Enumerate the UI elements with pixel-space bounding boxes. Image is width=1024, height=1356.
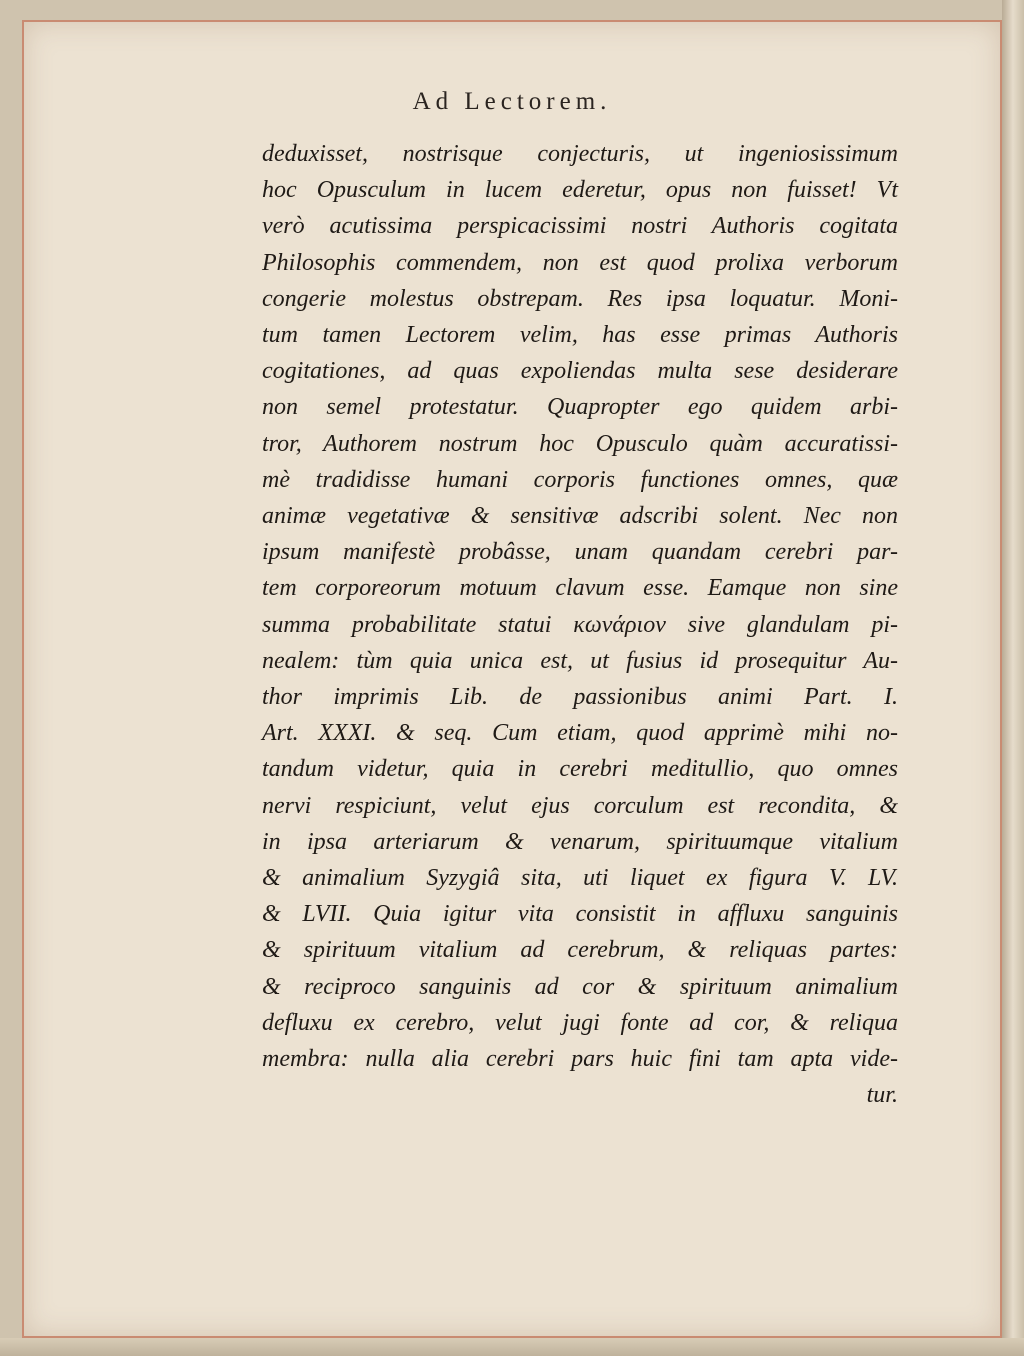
text-line: hoc Opusculum in lucem ederetur, opus non fuisset! Vt	[262, 177, 898, 204]
running-head: Ad Lectorem.	[412, 88, 612, 115]
text-line: Art. XXXI. & seq. Cum etiam, quod apprimè mihi no-	[262, 720, 898, 747]
text-line: & LVII. Quia igitur vita consistit in affluxu sanguinis	[262, 901, 898, 928]
text-line: thor imprimis Lib. de passionibus animi Part. I.	[262, 684, 898, 711]
text-line: Philosophis commendem, non est quod prolixa verborum	[262, 249, 898, 276]
text-line: tem corporeorum motuum clavum esse. Eamque non sine	[262, 575, 898, 602]
text-line: defluxu ex cerebro, velut jugi fonte ad cor, & reliqua	[262, 1009, 898, 1036]
text-line: deduxisset, nostrisque conjecturis, ut ingeniosissimum	[262, 141, 898, 167]
catchword: tur.	[866, 1082, 898, 1109]
text-line: cogitationes, ad quas expoliendas multa sese desiderare	[262, 358, 898, 385]
text-line: & reciproco sanguinis ad cor & spirituum animalium	[262, 973, 898, 1000]
text-line: summa probabilitate statui κωνάριον sive glandulam pi-	[262, 611, 898, 638]
text-line: & animalium Syzygiâ sita, uti liquet ex figura V. LV.	[262, 865, 898, 892]
text-line: tror, Authorem nostrum hoc Opusculo quàm accuratissi-	[262, 430, 898, 457]
text-line: animæ vegetativæ & sensitivæ adscribi solent. Nec non	[262, 503, 898, 530]
body-text	[262, 136, 898, 1113]
text-line: mè tradidisse humani corporis functiones omnes, quæ	[262, 466, 898, 493]
text-line: & spirituum vitalium ad cerebrum, & reliquas partes:	[262, 937, 898, 964]
text-line: membra: nulla alia cerebri pars huic fini tam apta vide-	[262, 1046, 898, 1073]
text-line: tandum videtur, quia in cerebri meditullio, quo omnes	[262, 756, 898, 783]
text-line: congerie molestus obstrepam. Res ipsa loquatur. Moni-	[262, 285, 898, 312]
page-edge-right	[1002, 0, 1024, 1356]
text-line: verò acutissima perspicacissimi nostri Authoris cogitata	[262, 213, 898, 240]
text-line: nervi respiciunt, velut ejus corculum est recondita, &	[262, 792, 898, 819]
text-line: tum tamen Lectorem velim, has esse primas Authoris	[262, 322, 898, 349]
text-line: ipsum manifestè probâsse, unam quandam cerebri par-	[262, 539, 898, 566]
page-edge-bottom	[0, 1338, 1024, 1356]
text-line: nealem: tùm quia unica est, ut fusius id prosequitur Au-	[262, 647, 898, 674]
text-line: in ipsa arteriarum & venarum, spirituumque vitalium	[262, 828, 898, 855]
text-line: non semel protestatur. Quapropter ego quidem arbi-	[262, 394, 898, 421]
